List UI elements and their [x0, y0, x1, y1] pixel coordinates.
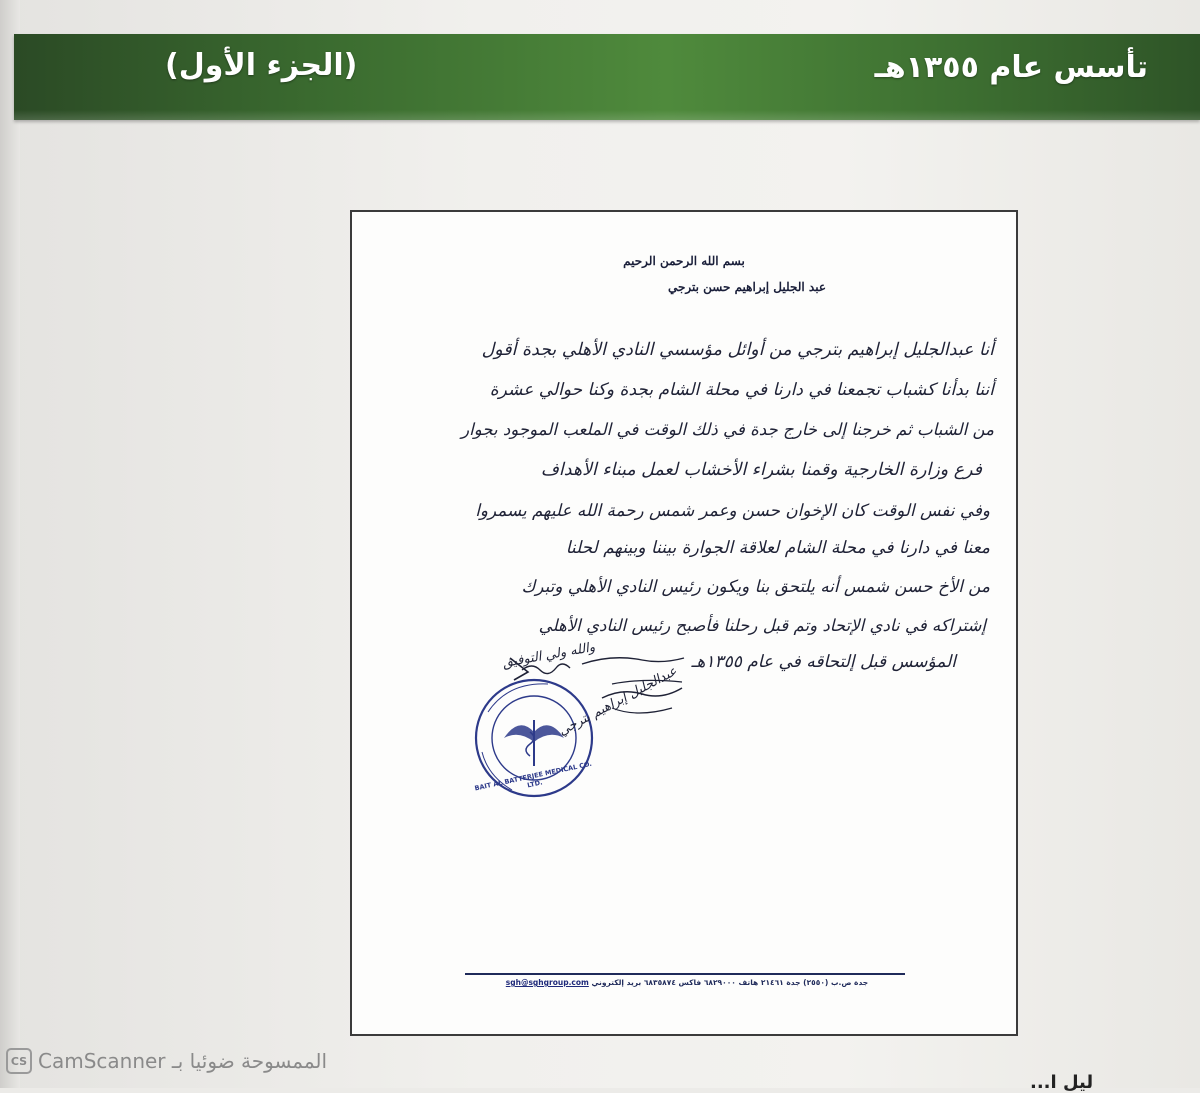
header-part-label: (الجزء الأول) — [165, 48, 358, 83]
letter-page — [350, 210, 1018, 1036]
letter-footer-contact — [467, 978, 907, 987]
stamp-company-name: BAIT AL BATTERJEE MEDICAL CO. LTD. — [473, 759, 593, 793]
handwritten-line-2: أننا بدأنا كشباب تجمعنا في دارنا في محلة الشام بجدة وكنا حوالي عشرة — [489, 380, 994, 400]
handwritten-line-1: أنا عبدالجليل إبراهيم بترجي من أوائل مؤسسي النادي الأهلي بجدة أقول — [481, 340, 994, 360]
closing-line: والله ولي التوفيق — [501, 639, 597, 672]
handwritten-line-7: من الأخ حسن شمس أنه يلتحق بنا ويكون رئيس النادي الأهلي وتبرك — [521, 576, 990, 596]
handwritten-line-5: وفي نفس الوقت كان الإخوان حسن وعمر شمس رحمة الله عليهم يسمروا — [475, 500, 990, 520]
handwritten-line-9: المؤسس قبل إلتحاقه في عام ١٣٥٥هـ — [691, 652, 956, 672]
handwritten-line-3: من الشباب ثم خرجنا إلى خارج جدة في ذلك الوقت في الملعب الموجود بجوار — [461, 420, 994, 439]
cut-off-page-text: ليل ا... — [1030, 1072, 1094, 1093]
watermark-text: الممسوحة ضوئيا بـ CamScanner — [38, 1049, 328, 1073]
camscanner-logo-icon: CS — [6, 1048, 32, 1074]
letter-sender-name: عبد الجليل إبراهيم حسن بترجي — [667, 280, 826, 294]
book-spine-shadow — [0, 0, 20, 1088]
camscanner-watermark — [6, 1048, 327, 1074]
header-founding-title: تأسس عام ١٣٥٥هـ — [874, 50, 1148, 85]
footer-email: sgh@sghgroup.com — [505, 978, 589, 987]
handwritten-line-6: معنا في دارنا في محلة الشام لعلاقة الجوارة بيننا وبينهم لحلنا — [565, 538, 990, 558]
handwritten-line-4: فرع وزارة الخارجية وقمنا بشراء الأخشاب لعمل مبناء الأهداف — [540, 460, 982, 480]
signature-name: عبدالجليل إبراهيم بترجي — [556, 663, 680, 740]
footer-address: جدة ص.ب (٢٥٥٠) جدة ٢١٤٦١ هاتف ٦٨٢٩٠٠٠ فاكس ٦٨٣٥٨٧٤ بريد إلكتروني — [588, 978, 869, 987]
letter-basmala: بسم الله الرحمن الرحيم — [623, 254, 745, 268]
handwritten-line-8: إشتراكه في نادي الإتحاد وتم قبل رحلنا فأصبح رئيس النادي الأهلي — [538, 616, 986, 635]
footer-divider — [465, 973, 905, 975]
